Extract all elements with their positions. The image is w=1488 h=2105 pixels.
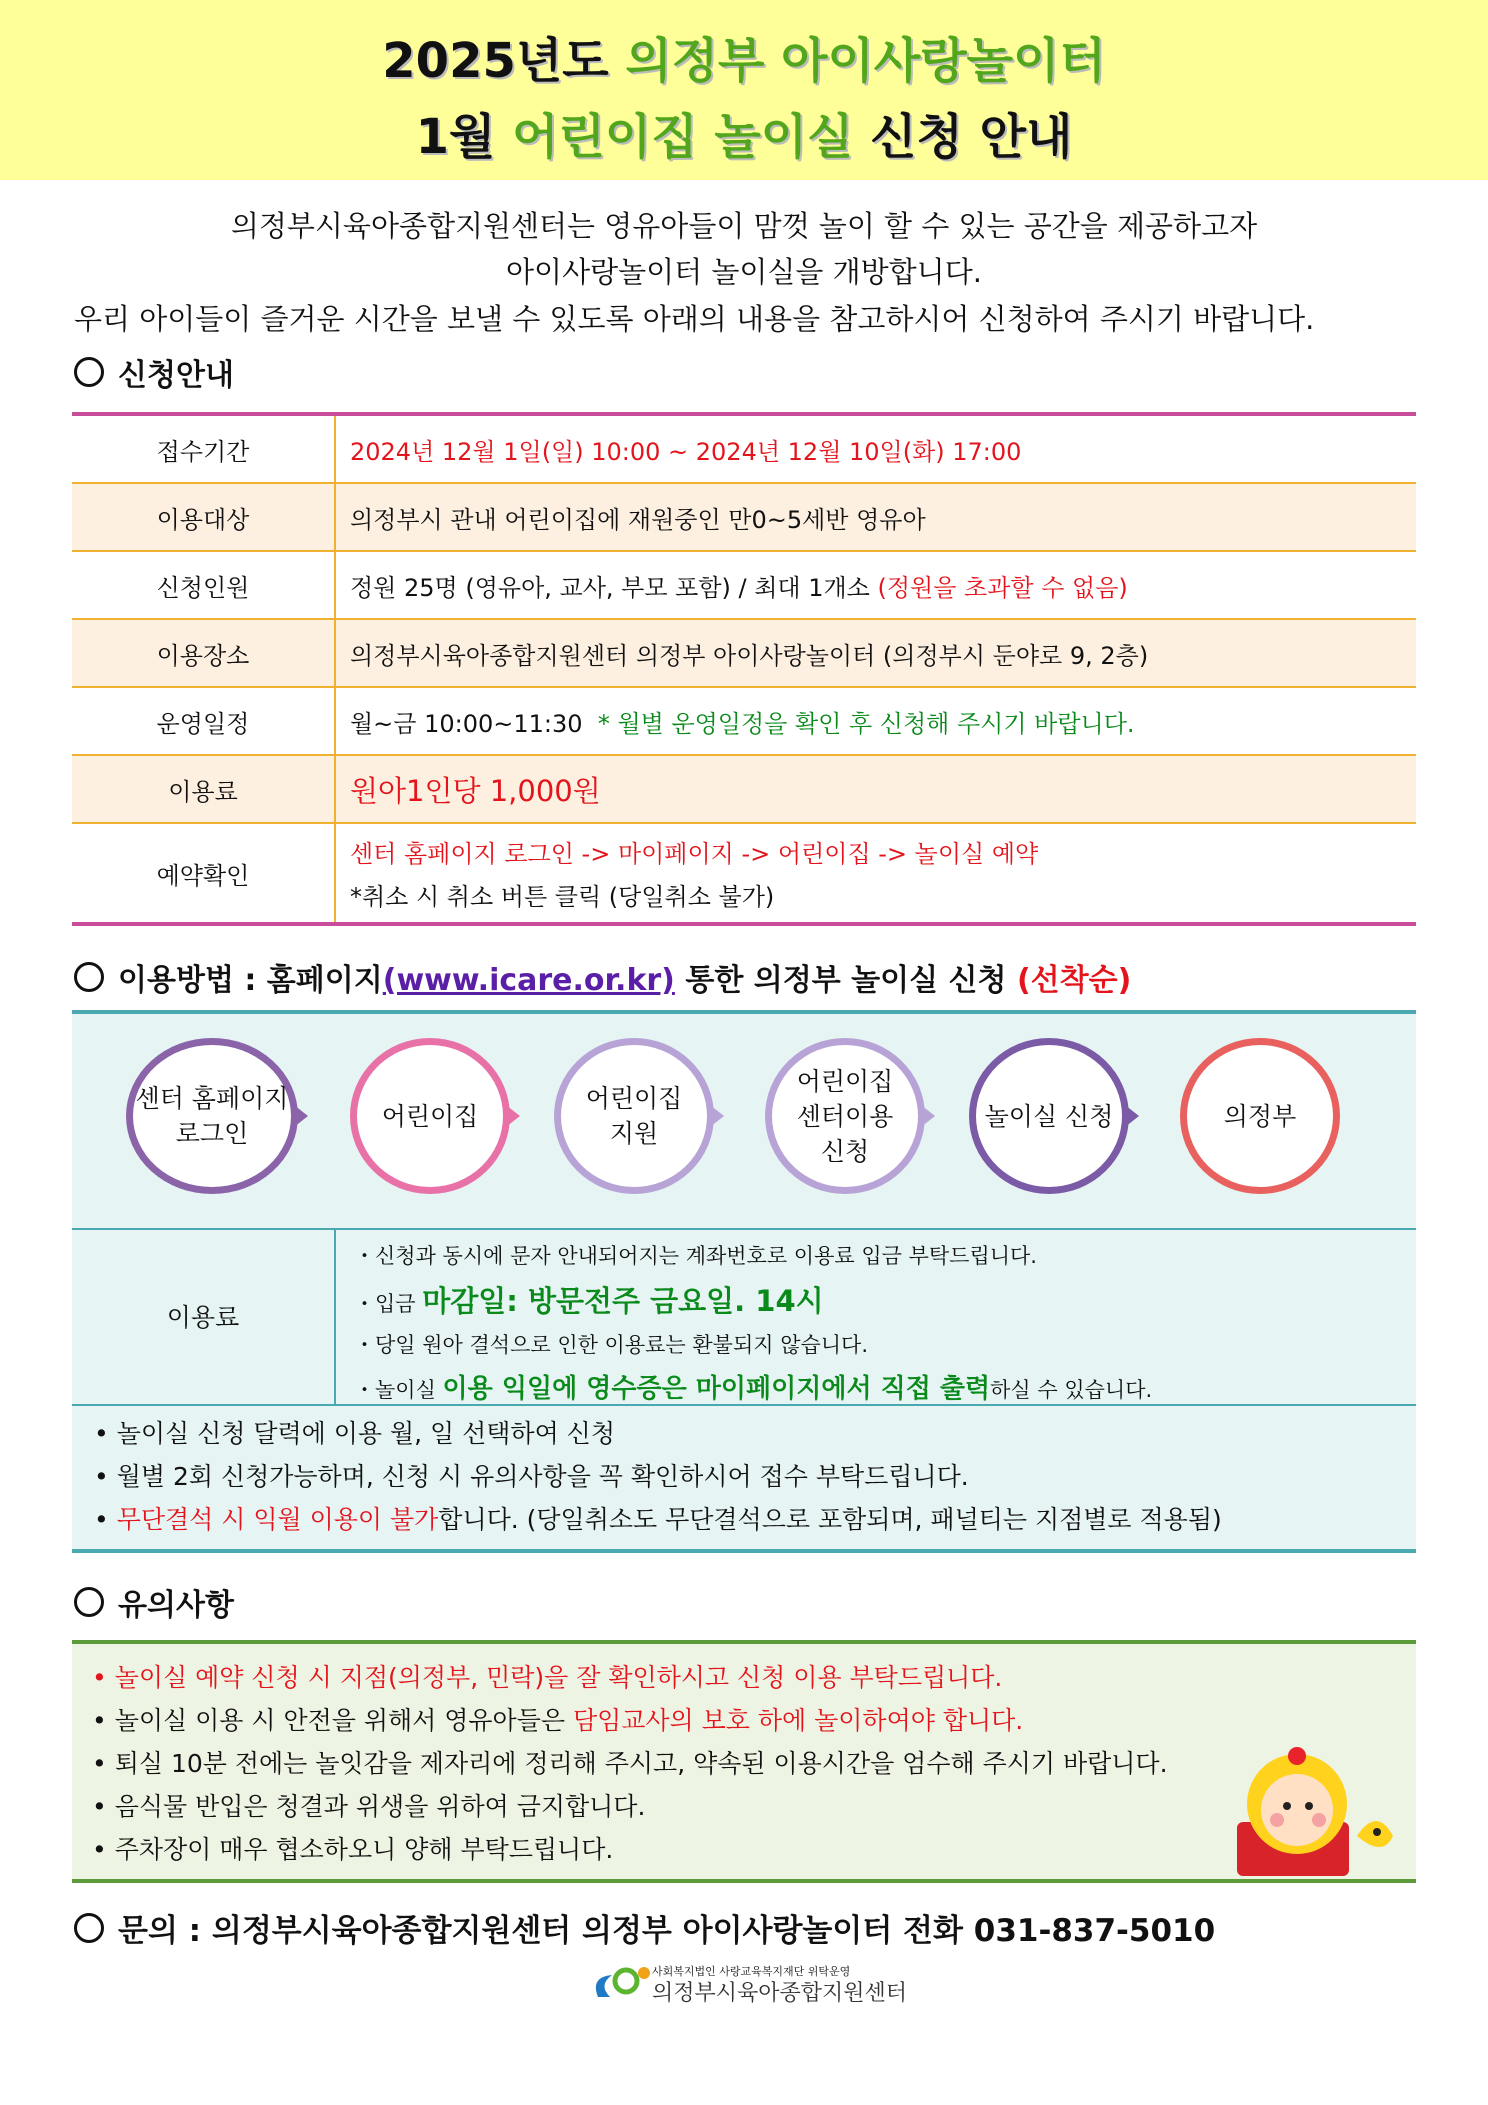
notes-box bbox=[72, 1640, 1416, 1883]
row-value: 센터 홈페이지 로그인 -> 마이페이지 -> 어린이집 -> 놀이실 예약 *취소 시 취소 버튼 클릭 (당일취소 불가) bbox=[350, 840, 1039, 911]
intro-line-1: 의정부시육아종합지원센터는 영유아들이 맘껏 놀이 할 수 있는 공간을 제공하고자 bbox=[230, 209, 1258, 243]
row-label: 이용료 bbox=[72, 756, 336, 822]
method-bullet: • 놀이실 신청 달력에 이용 월, 일 선택하여 신청 bbox=[94, 1419, 615, 1448]
circle-bullet-icon bbox=[74, 357, 104, 387]
row-label: 예약확인 bbox=[72, 824, 336, 922]
table-row bbox=[72, 484, 1416, 552]
table-row bbox=[72, 620, 1416, 688]
row-value: 정원 25명 (영유아, 교사, 부모 포함) / 최대 1개소 (정원을 초과할 수 없음) bbox=[350, 573, 1128, 602]
note-item: • 퇴실 10분 전에는 놀잇감을 제자리에 정리해 주시고, 약속된 이용시간을 엄수해 주시기 바랍니다. bbox=[92, 1749, 1168, 1778]
flow-step: 의정부 bbox=[1180, 1038, 1340, 1194]
fee-info bbox=[72, 1228, 1416, 1406]
row-label: 신청인원 bbox=[72, 552, 336, 618]
row-label: 운영일정 bbox=[72, 688, 336, 754]
row-value: 의정부시육아종합지원센터 의정부 아이사랑놀이터 (의정부시 둔야로 9, 2층) bbox=[350, 641, 1149, 670]
title-line-2: 1월 어린이집 놀이실 신청 안내 bbox=[415, 109, 1073, 165]
table-row bbox=[72, 756, 1416, 824]
apply-info-table bbox=[72, 412, 1416, 926]
section-notes-heading: 유의사항 bbox=[74, 1580, 234, 1624]
table-row bbox=[72, 824, 1416, 922]
note-item: • 음식물 반입은 청결과 위생을 위하여 금지합니다. bbox=[92, 1792, 646, 1821]
flow-arrow-icon bbox=[294, 1105, 308, 1127]
title-banner bbox=[0, 0, 1488, 180]
row-label: 이용대상 bbox=[72, 484, 336, 550]
process-flow bbox=[72, 1014, 1416, 1230]
circle-bullet-icon bbox=[74, 962, 104, 992]
contact-line: 문의 : 의정부시육아종합지원센터 의정부 아이사랑놀이터 전화 031-837-5010 bbox=[74, 1905, 1215, 1950]
fee-details: ・신청과 동시에 문자 안내되어지는 계좌번호로 이용료 입금 부탁드립니다. ・입금 마감일: 방문전주 금요일. 14시 ・당일 원아 결석으로 인한 이용료는 환불되지 않습니다. ・놀이실 이용 익일에 영수증은 마이페이지에서 직접 출력하실 수 있습니다. bbox=[354, 1244, 1153, 1404]
method-bullet: • 무단결석 시 익월 이용이 불가합니다. (당일취소도 무단결석으로 포함되며, 패널티는 지점별로 적용됨) bbox=[94, 1505, 1222, 1534]
row-value: 의정부시 관내 어린이집에 재원중인 만0~5세반 영유아 bbox=[350, 505, 926, 534]
flow-arrow-icon bbox=[710, 1105, 724, 1127]
note-item: • 놀이실 이용 시 안전을 위해서 영유아들은 담임교사의 보호 하에 놀이하여야 합니다. bbox=[92, 1706, 1024, 1735]
flow-step: 어린이집 지원 bbox=[554, 1038, 714, 1194]
child-illustration bbox=[1217, 1744, 1407, 1878]
row-value: 2024년 12월 1일(일) 10:00 ~ 2024년 12월 10일(화) 17:00 bbox=[350, 437, 1022, 466]
logo-mark-icon bbox=[590, 1963, 654, 2005]
title-line-1: 2025년도 의정부 아이사랑놀이터 bbox=[382, 33, 1106, 89]
homepage-link[interactable]: (www.icare.or.kr) bbox=[382, 963, 675, 998]
intro-line-3: 우리 아이들이 즐거운 시간을 보낼 수 있도록 아래의 내용을 참고하시어 신청하여 주시기 바랍니다. bbox=[74, 302, 1315, 336]
method-bullet: • 월별 2회 신청가능하며, 신청 시 유의사항을 꼭 확인하시어 접수 부탁드립니다. bbox=[94, 1462, 969, 1491]
flow-step: 놀이실 신청 bbox=[969, 1038, 1129, 1194]
row-value: 원아1인당 1,000원 bbox=[350, 773, 601, 808]
table-row bbox=[72, 688, 1416, 756]
row-value: 월~금 10:00~11:30 * 월별 운영일정을 확인 후 신청해 주시기 바랍니다. bbox=[350, 709, 1135, 738]
note-item: • 놀이실 예약 신청 시 지점(의정부, 민락)을 잘 확인하시고 신청 이용 부탁드립니다. bbox=[92, 1663, 1003, 1692]
row-label: 이용장소 bbox=[72, 620, 336, 686]
method-box bbox=[72, 1010, 1416, 1553]
circle-bullet-icon bbox=[74, 1587, 104, 1617]
section-method-heading: 이용방법 : 홈페이지(www.icare.or.kr) 통한 의정부 놀이실 신청 (선착순) bbox=[74, 955, 1131, 999]
intro-line-2: 아이사랑놀이터 놀이실을 개방합니다. bbox=[506, 255, 982, 289]
flow-arrow-icon bbox=[921, 1105, 935, 1127]
table-row bbox=[72, 416, 1416, 484]
note-item: • 주차장이 매우 협소하오니 양해 부탁드립니다. bbox=[92, 1835, 614, 1864]
logo-subtitle: 사회복지법인 사랑교육복지재단 위탁운영 bbox=[652, 1965, 851, 1978]
flow-step: 어린이집 센터이용 신청 bbox=[765, 1038, 925, 1194]
section-apply-heading: 신청안내 bbox=[74, 350, 234, 394]
row-label: 접수기간 bbox=[72, 416, 336, 482]
flow-step: 어린이집 bbox=[350, 1038, 510, 1194]
circle-bullet-icon bbox=[74, 1913, 104, 1943]
flow-arrow-icon bbox=[1125, 1105, 1139, 1127]
table-row bbox=[72, 552, 1416, 620]
logo-name: 의정부시육아종합지원센터 bbox=[652, 1981, 908, 2006]
fee-label: 이용료 bbox=[72, 1228, 336, 1404]
flow-step: 센터 홈페이지 로그인 bbox=[126, 1038, 298, 1194]
flow-arrow-icon bbox=[506, 1105, 520, 1127]
